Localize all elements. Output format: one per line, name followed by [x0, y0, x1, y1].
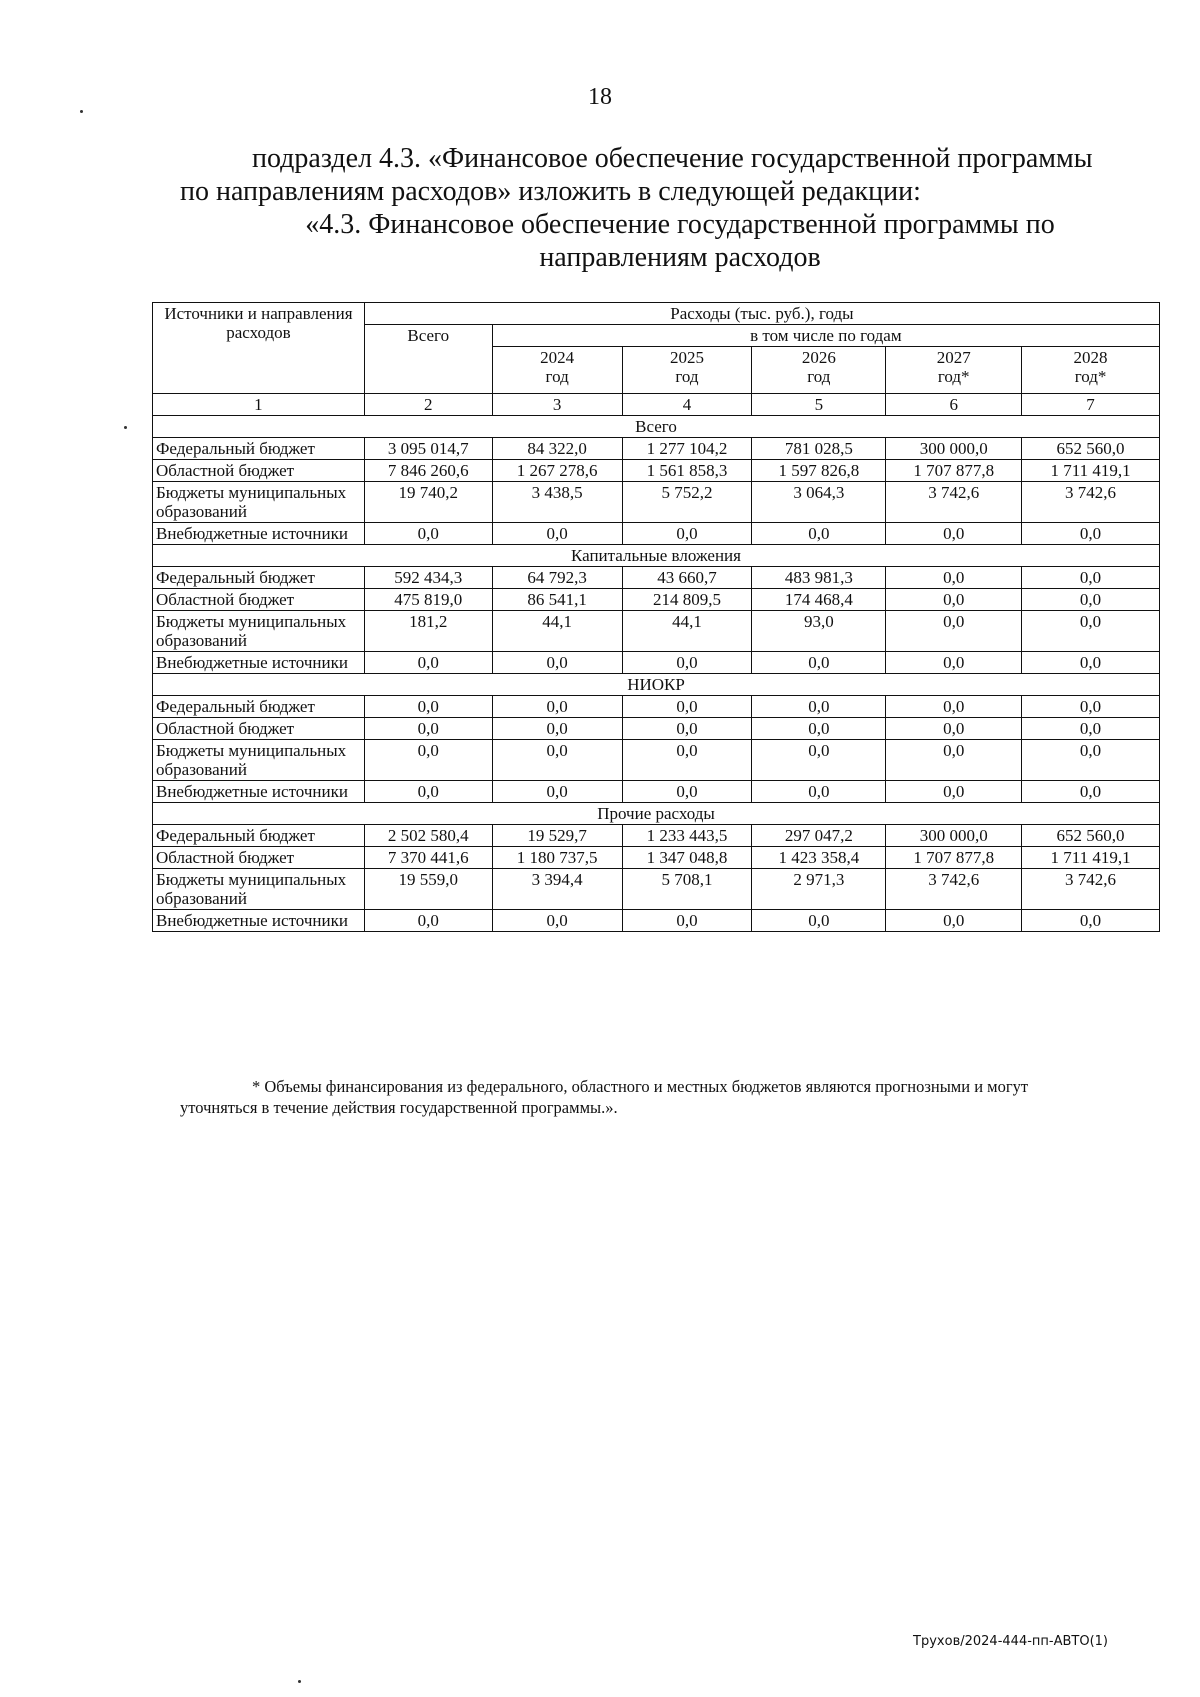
- table-row: [153, 781, 1160, 803]
- source-cell: Областной бюджет: [153, 460, 365, 482]
- scan-speck: [124, 426, 127, 429]
- source-cell: Федеральный бюджет: [153, 696, 365, 718]
- value-cell: 0,0: [752, 718, 886, 740]
- table-row: [153, 869, 1160, 910]
- value-cell: 19 529,7: [492, 825, 622, 847]
- value-cell: 0,0: [1022, 589, 1160, 611]
- value-cell: 0,0: [364, 781, 492, 803]
- source-cell: Областной бюджет: [153, 847, 365, 869]
- value-cell: 3 742,6: [886, 869, 1022, 910]
- value-cell: 0,0: [492, 718, 622, 740]
- footnote-line-1: * Объемы финансирования из федерального, областного и местных бюджетов являются прогнозными и могут: [252, 1077, 1029, 1096]
- value-cell: 1 561 858,3: [622, 460, 752, 482]
- intro-line-1: подраздел 4.3. «Финансовое обеспечение государственной программы: [252, 143, 1093, 174]
- value-cell: 0,0: [1022, 910, 1160, 932]
- source-cell: Бюджеты муниципальных образований: [153, 611, 365, 652]
- value-cell: 1 233 443,5: [622, 825, 752, 847]
- header-year-2027: 2027 год*: [886, 347, 1022, 394]
- value-cell: 2 502 580,4: [364, 825, 492, 847]
- value-cell: 3 438,5: [492, 482, 622, 523]
- value-cell: 0,0: [752, 523, 886, 545]
- heading-line-1: «4.3. Финансовое обеспечение государственной программы по: [305, 209, 1055, 240]
- value-cell: 0,0: [492, 696, 622, 718]
- value-cell: 297 047,2: [752, 825, 886, 847]
- value-cell: 0,0: [364, 523, 492, 545]
- table-row: [153, 438, 1160, 460]
- section-row: [153, 416, 1160, 438]
- column-number: 3: [492, 394, 622, 416]
- value-cell: 0,0: [1022, 611, 1160, 652]
- value-cell: 0,0: [492, 781, 622, 803]
- value-cell: 0,0: [1022, 696, 1160, 718]
- value-cell: 592 434,3: [364, 567, 492, 589]
- value-cell: 0,0: [886, 611, 1022, 652]
- header-year-2028: 2028 год*: [1022, 347, 1160, 394]
- value-cell: 3 742,6: [1022, 869, 1160, 910]
- value-cell: 7 370 441,6: [364, 847, 492, 869]
- value-cell: 19 740,2: [364, 482, 492, 523]
- value-cell: 0,0: [752, 740, 886, 781]
- source-cell: Внебюджетные источники: [153, 652, 365, 674]
- column-number: 2: [364, 394, 492, 416]
- value-cell: 0,0: [622, 523, 752, 545]
- value-cell: 3 064,3: [752, 482, 886, 523]
- value-cell: 44,1: [622, 611, 752, 652]
- value-cell: 3 095 014,7: [364, 438, 492, 460]
- value-cell: 3 742,6: [886, 482, 1022, 523]
- source-cell: Федеральный бюджет: [153, 567, 365, 589]
- value-cell: 0,0: [752, 696, 886, 718]
- table-row: [153, 567, 1160, 589]
- intro-paragraph: [180, 142, 1140, 208]
- value-cell: 0,0: [886, 567, 1022, 589]
- source-cell: Внебюджетные источники: [153, 910, 365, 932]
- value-cell: 0,0: [364, 718, 492, 740]
- table-row: [153, 611, 1160, 652]
- table-row: [153, 718, 1160, 740]
- table-row: [153, 460, 1160, 482]
- source-cell: Федеральный бюджет: [153, 438, 365, 460]
- value-cell: 0,0: [886, 696, 1022, 718]
- value-cell: 300 000,0: [886, 438, 1022, 460]
- value-cell: 0,0: [886, 910, 1022, 932]
- value-cell: 652 560,0: [1022, 438, 1160, 460]
- value-cell: 0,0: [364, 910, 492, 932]
- value-cell: 0,0: [622, 718, 752, 740]
- source-cell: Бюджеты муниципальных образований: [153, 869, 365, 910]
- value-cell: 93,0: [752, 611, 886, 652]
- column-number: 1: [153, 394, 365, 416]
- value-cell: 1 711 419,1: [1022, 847, 1160, 869]
- source-cell: Бюджеты муниципальных образований: [153, 740, 365, 781]
- table-row: [153, 482, 1160, 523]
- value-cell: 2 971,3: [752, 869, 886, 910]
- value-cell: 3 394,4: [492, 869, 622, 910]
- value-cell: 1 707 877,8: [886, 460, 1022, 482]
- value-cell: 19 559,0: [364, 869, 492, 910]
- value-cell: 1 597 826,8: [752, 460, 886, 482]
- value-cell: 0,0: [492, 523, 622, 545]
- scan-speck: [80, 110, 83, 113]
- header-year-2025: 2025 год: [622, 347, 752, 394]
- header-source: Источники и направления расходов: [153, 303, 365, 394]
- value-cell: 0,0: [886, 781, 1022, 803]
- value-cell: 214 809,5: [622, 589, 752, 611]
- value-cell: 0,0: [622, 910, 752, 932]
- source-cell: Внебюджетные источники: [153, 523, 365, 545]
- column-number: 6: [886, 394, 1022, 416]
- value-cell: 181,2: [364, 611, 492, 652]
- value-cell: 300 000,0: [886, 825, 1022, 847]
- value-cell: 0,0: [752, 652, 886, 674]
- value-cell: 1 277 104,2: [622, 438, 752, 460]
- value-cell: 0,0: [492, 652, 622, 674]
- column-number: 4: [622, 394, 752, 416]
- value-cell: 0,0: [752, 910, 886, 932]
- value-cell: 0,0: [886, 718, 1022, 740]
- value-cell: 0,0: [886, 652, 1022, 674]
- value-cell: 1 267 278,6: [492, 460, 622, 482]
- column-number: 7: [1022, 394, 1160, 416]
- table-row: [153, 652, 1160, 674]
- section-row: [153, 803, 1160, 825]
- value-cell: 0,0: [1022, 523, 1160, 545]
- value-cell: 0,0: [1022, 781, 1160, 803]
- table-row: [153, 696, 1160, 718]
- table-row: [153, 910, 1160, 932]
- source-cell: Внебюджетные источники: [153, 781, 365, 803]
- value-cell: 1 180 737,5: [492, 847, 622, 869]
- value-cell: 0,0: [492, 910, 622, 932]
- value-cell: 0,0: [622, 740, 752, 781]
- source-cell: Федеральный бюджет: [153, 825, 365, 847]
- value-cell: 5 708,1: [622, 869, 752, 910]
- scan-speck: [298, 1680, 301, 1683]
- value-cell: 0,0: [622, 652, 752, 674]
- column-number: 5: [752, 394, 886, 416]
- value-cell: 0,0: [1022, 567, 1160, 589]
- table-row: [153, 740, 1160, 781]
- value-cell: 652 560,0: [1022, 825, 1160, 847]
- value-cell: 483 981,3: [752, 567, 886, 589]
- value-cell: 0,0: [364, 696, 492, 718]
- value-cell: 0,0: [1022, 652, 1160, 674]
- table-row: [153, 523, 1160, 545]
- financing-table-body: [153, 303, 1160, 932]
- value-cell: 781 028,5: [752, 438, 886, 460]
- section-title: Всего: [153, 416, 1160, 438]
- value-cell: 7 846 260,6: [364, 460, 492, 482]
- source-cell: Областной бюджет: [153, 718, 365, 740]
- financing-table: [152, 302, 1160, 932]
- value-cell: 84 322,0: [492, 438, 622, 460]
- value-cell: 1 711 419,1: [1022, 460, 1160, 482]
- header-year-2024: 2024 год: [492, 347, 622, 394]
- section-title: Капитальные вложения: [153, 545, 1160, 567]
- value-cell: 0,0: [622, 781, 752, 803]
- header-total: Всего: [364, 325, 492, 394]
- heading-line-2: направлениям расходов: [539, 242, 821, 273]
- footnote-line-2: уточняться в течение действия государственной программы.».: [180, 1098, 618, 1117]
- value-cell: 0,0: [492, 740, 622, 781]
- section-title: НИОКР: [153, 674, 1160, 696]
- value-cell: 1 423 358,4: [752, 847, 886, 869]
- source-cell: Бюджеты муниципальных образований: [153, 482, 365, 523]
- value-cell: 3 742,6: [1022, 482, 1160, 523]
- table-row: [153, 589, 1160, 611]
- value-cell: 5 752,2: [622, 482, 752, 523]
- value-cell: 0,0: [752, 781, 886, 803]
- footnote: [180, 1076, 1140, 1118]
- page-number: 18: [588, 84, 612, 110]
- value-cell: 475 819,0: [364, 589, 492, 611]
- table-row: [153, 825, 1160, 847]
- header-expenses: Расходы (тыс. руб.), годы: [364, 303, 1159, 325]
- value-cell: 64 792,3: [492, 567, 622, 589]
- value-cell: 0,0: [364, 652, 492, 674]
- table-row: [153, 847, 1160, 869]
- value-cell: 0,0: [364, 740, 492, 781]
- section-row: [153, 545, 1160, 567]
- value-cell: 0,0: [1022, 740, 1160, 781]
- value-cell: 43 660,7: [622, 567, 752, 589]
- intro-line-2: по направлениям расходов» изложить в следующей редакции:: [180, 176, 921, 207]
- section-row: [153, 674, 1160, 696]
- header-including: в том числе по годам: [492, 325, 1159, 347]
- value-cell: 0,0: [1022, 718, 1160, 740]
- section-title: Прочие расходы: [153, 803, 1160, 825]
- value-cell: 0,0: [622, 696, 752, 718]
- source-cell: Областной бюджет: [153, 589, 365, 611]
- value-cell: 86 541,1: [492, 589, 622, 611]
- value-cell: 1 347 048,8: [622, 847, 752, 869]
- value-cell: 0,0: [886, 589, 1022, 611]
- header-year-2026: 2026 год: [752, 347, 886, 394]
- value-cell: 0,0: [886, 740, 1022, 781]
- value-cell: 44,1: [492, 611, 622, 652]
- value-cell: 0,0: [886, 523, 1022, 545]
- value-cell: 1 707 877,8: [886, 847, 1022, 869]
- section-heading: [260, 208, 1100, 274]
- value-cell: 174 468,4: [752, 589, 886, 611]
- document-stamp: Трухов/2024-444-пп-АВТО(1): [913, 1634, 1108, 1649]
